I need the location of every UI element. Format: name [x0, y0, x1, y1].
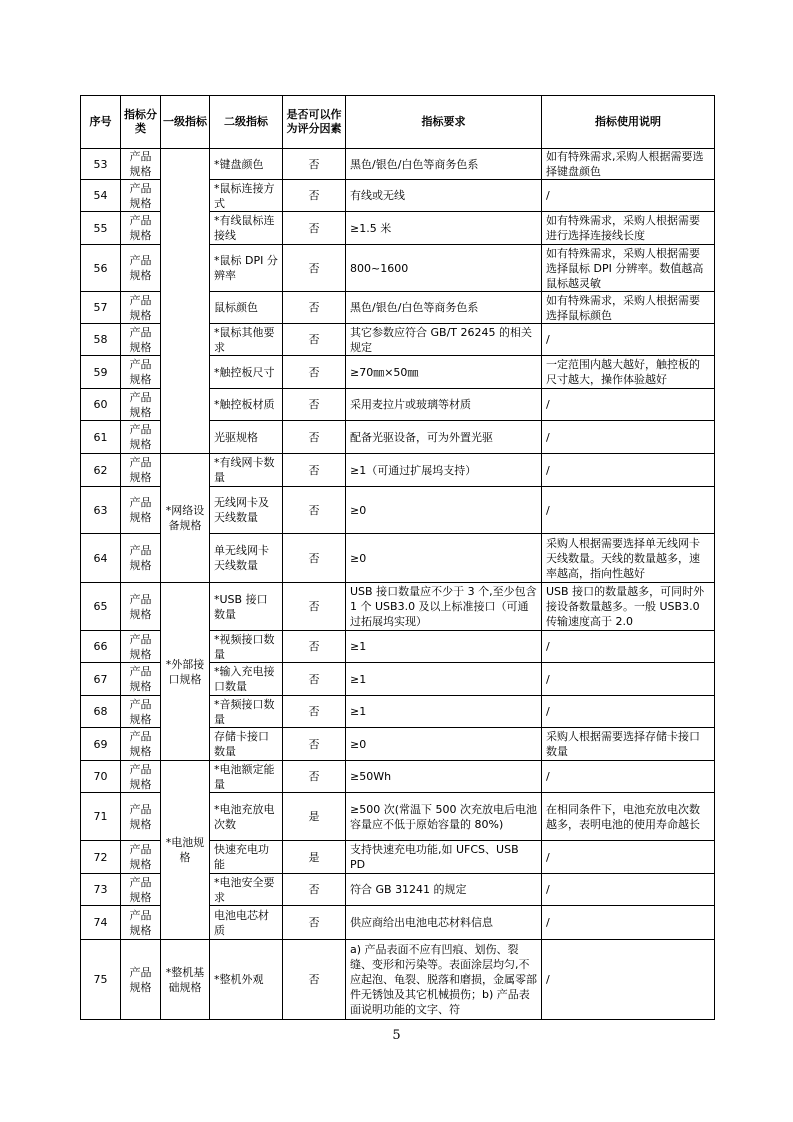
row-level2: *鼠标其他要求 — [210, 324, 283, 356]
row-requirement: 黑色/银色/白色等商务色系 — [346, 149, 542, 180]
row-number: 65 — [81, 583, 121, 631]
row-category: 产品规格 — [121, 841, 161, 874]
row-number: 64 — [81, 534, 121, 583]
header-level2: 二级指标 — [210, 96, 283, 149]
row-scoring: 否 — [283, 389, 346, 421]
row-level2: *USB 接口数量 — [210, 583, 283, 631]
row-level2: *键盘颜色 — [210, 149, 283, 180]
row-number: 69 — [81, 728, 121, 761]
row-number: 73 — [81, 874, 121, 906]
spec-table — [80, 95, 715, 1020]
row-scoring: 否 — [283, 874, 346, 906]
row-level2: 无线网卡及天线数量 — [210, 487, 283, 534]
row-level2: *电池安全要求 — [210, 874, 283, 906]
row-requirement: 配备光驱设备，可为外置光驱 — [346, 421, 542, 454]
row-requirement: ≥1 — [346, 663, 542, 696]
row-category: 产品规格 — [121, 534, 161, 583]
row-level2: *电池充放电次数 — [210, 793, 283, 841]
row-category: 产品规格 — [121, 454, 161, 487]
row-requirement: 采用麦拉片或玻璃等材质 — [346, 389, 542, 421]
header-usage-note: 指标使用说明 — [542, 96, 715, 149]
row-requirement: 支持快速充电功能,如 UFCS、USB PD — [346, 841, 542, 874]
level1-network: *网络设备规格 — [161, 454, 210, 583]
row-category: 产品规格 — [121, 212, 161, 245]
row-category: 产品规格 — [121, 292, 161, 324]
row-number: 72 — [81, 841, 121, 874]
row-level2: *整机外观 — [210, 940, 283, 1020]
row-note: 一定范围内越大越好，触控板的尺寸越大，操作体验越好 — [542, 356, 715, 389]
row-scoring: 否 — [283, 534, 346, 583]
row-level2: *触控板材质 — [210, 389, 283, 421]
row-number: 68 — [81, 696, 121, 728]
row-note: 如有特殊需求，采购人根据需要进行选择连接线长度 — [542, 212, 715, 245]
row-note: / — [542, 663, 715, 696]
row-level2: *有线网卡数量 — [210, 454, 283, 487]
row-note: / — [542, 421, 715, 454]
row-category: 产品规格 — [121, 793, 161, 841]
row-level2: *音频接口数量 — [210, 696, 283, 728]
row-note: USB 接口的数量越多，可同时外接设备数量越多。一般 USB3.0 传输速度高于 2.0 — [542, 583, 715, 631]
row-note: 如有特殊需求，采购人根据需要选择鼠标颜色 — [542, 292, 715, 324]
row-scoring: 否 — [283, 728, 346, 761]
level1-battery: *电池规格 — [161, 761, 210, 940]
row-note: / — [542, 180, 715, 212]
row-level2: 电池电芯材质 — [210, 906, 283, 940]
table-row — [81, 454, 715, 487]
header-category: 指标分类 — [121, 96, 161, 149]
row-number: 57 — [81, 292, 121, 324]
header-scoring: 是否可以作为评分因素 — [283, 96, 346, 149]
row-requirement: ≥500 次(常温下 500 次充放电后电池容量应不低于原始容量的 80%) — [346, 793, 542, 841]
row-category: 产品规格 — [121, 906, 161, 940]
row-scoring: 否 — [283, 212, 346, 245]
row-note: / — [542, 324, 715, 356]
row-number: 59 — [81, 356, 121, 389]
row-scoring: 否 — [283, 696, 346, 728]
row-level2: *视频接口数量 — [210, 631, 283, 663]
row-number: 75 — [81, 940, 121, 1020]
row-number: 55 — [81, 212, 121, 245]
row-category: 产品规格 — [121, 761, 161, 793]
row-requirement: 符合 GB 31241 的规定 — [346, 874, 542, 906]
row-level2: 快速充电功能 — [210, 841, 283, 874]
row-note: / — [542, 761, 715, 793]
row-category: 产品规格 — [121, 874, 161, 906]
row-number: 67 — [81, 663, 121, 696]
row-requirement: a) 产品表面不应有凹痕、划伤、裂缝、变形和污染等。表面涂层均匀,不应起泡、龟裂、脱落和磨损，金属零部件无锈蚀及其它机械损伤；b) 产品表面说明功能的文字、符 — [346, 940, 542, 1020]
row-requirement: ≥1 — [346, 696, 542, 728]
row-number: 71 — [81, 793, 121, 841]
row-number: 58 — [81, 324, 121, 356]
header-row — [81, 96, 715, 149]
header-no: 序号 — [81, 96, 121, 149]
row-note: / — [542, 389, 715, 421]
header-requirement: 指标要求 — [346, 96, 542, 149]
row-scoring: 否 — [283, 180, 346, 212]
row-scoring: 否 — [283, 324, 346, 356]
row-requirement: 其它参数应符合 GB/T 26245 的相关规定 — [346, 324, 542, 356]
row-scoring: 否 — [283, 583, 346, 631]
level1-base: *整机基础规格 — [161, 940, 210, 1020]
row-category: 产品规格 — [121, 728, 161, 761]
row-requirement: ≥0 — [346, 487, 542, 534]
row-scoring: 否 — [283, 149, 346, 180]
row-scoring: 否 — [283, 761, 346, 793]
row-number: 74 — [81, 906, 121, 940]
row-category: 产品规格 — [121, 245, 161, 292]
row-requirement: 800~1600 — [346, 245, 542, 292]
row-level2: *鼠标连接方式 — [210, 180, 283, 212]
row-note: / — [542, 841, 715, 874]
row-note: 采购人根据需要选择单无线网卡天线数量。天线的数量越多，速率越高，指向性越好 — [542, 534, 715, 583]
row-category: 产品规格 — [121, 583, 161, 631]
table-row — [81, 940, 715, 1020]
row-category: 产品规格 — [121, 663, 161, 696]
row-note: / — [542, 940, 715, 1020]
row-category: 产品规格 — [121, 149, 161, 180]
row-number: 66 — [81, 631, 121, 663]
row-scoring: 否 — [283, 356, 346, 389]
row-category: 产品规格 — [121, 631, 161, 663]
row-category: 产品规格 — [121, 180, 161, 212]
row-requirement: 供应商给出电池电芯材料信息 — [346, 906, 542, 940]
level1-blank — [161, 149, 210, 454]
row-requirement: ≥0 — [346, 534, 542, 583]
row-level2: *电池额定能量 — [210, 761, 283, 793]
row-scoring: 否 — [283, 487, 346, 534]
table-row — [81, 761, 715, 793]
row-category: 产品规格 — [121, 324, 161, 356]
row-scoring: 否 — [283, 631, 346, 663]
row-note: / — [542, 906, 715, 940]
row-note: / — [542, 874, 715, 906]
row-note: 如有特殊需求,采购人根据需要选择键盘颜色 — [542, 149, 715, 180]
row-note: 如有特殊需求，采购人根据需要选择鼠标 DPI 分辨率。数值越高鼠标越灵敏 — [542, 245, 715, 292]
row-level2: *鼠标 DPI 分辨率 — [210, 245, 283, 292]
row-level2: *触控板尺寸 — [210, 356, 283, 389]
row-level2: 鼠标颜色 — [210, 292, 283, 324]
row-category: 产品规格 — [121, 356, 161, 389]
row-requirement: ≥1 — [346, 631, 542, 663]
row-note: 在相同条件下，电池充放电次数越多，表明电池的使用寿命越长 — [542, 793, 715, 841]
row-number: 56 — [81, 245, 121, 292]
row-scoring: 否 — [283, 940, 346, 1020]
row-scoring: 否 — [283, 454, 346, 487]
row-number: 53 — [81, 149, 121, 180]
row-note: / — [542, 696, 715, 728]
row-note: / — [542, 631, 715, 663]
page-number: 5 — [392, 1028, 401, 1043]
row-scoring: 否 — [283, 906, 346, 940]
row-scoring: 是 — [283, 841, 346, 874]
row-note: / — [542, 487, 715, 534]
row-category: 产品规格 — [121, 696, 161, 728]
level1-interface: *外部接口规格 — [161, 583, 210, 761]
table-row — [81, 149, 715, 180]
row-number: 70 — [81, 761, 121, 793]
row-requirement: ≥1（可通过扩展坞支持） — [346, 454, 542, 487]
row-scoring: 否 — [283, 292, 346, 324]
row-level2: *有线鼠标连接线 — [210, 212, 283, 245]
row-number: 63 — [81, 487, 121, 534]
row-scoring: 是 — [283, 793, 346, 841]
row-number: 61 — [81, 421, 121, 454]
row-level2: 单无线网卡天线数量 — [210, 534, 283, 583]
row-requirement: USB 接口数量应不少于 3 个,至少包含 1 个 USB3.0 及以上标准接口（可通过拓展坞实现） — [346, 583, 542, 631]
row-scoring: 否 — [283, 663, 346, 696]
row-scoring: 否 — [283, 245, 346, 292]
row-requirement: ≥70㎜×50㎜ — [346, 356, 542, 389]
row-requirement: 有线或无线 — [346, 180, 542, 212]
row-category: 产品规格 — [121, 940, 161, 1020]
row-category: 产品规格 — [121, 421, 161, 454]
row-level2: 光驱规格 — [210, 421, 283, 454]
row-level2: *输入充电接口数量 — [210, 663, 283, 696]
row-level2: 存储卡接口数量 — [210, 728, 283, 761]
row-requirement: 黑色/银色/白色等商务色系 — [346, 292, 542, 324]
header-level1: 一级指标 — [161, 96, 210, 149]
row-number: 54 — [81, 180, 121, 212]
row-number: 62 — [81, 454, 121, 487]
row-note: / — [542, 454, 715, 487]
row-scoring: 否 — [283, 421, 346, 454]
row-requirement: ≥50Wh — [346, 761, 542, 793]
row-category: 产品规格 — [121, 389, 161, 421]
table-row — [81, 583, 715, 631]
row-number: 60 — [81, 389, 121, 421]
row-note: 采购人根据需要选择存储卡接口数量 — [542, 728, 715, 761]
row-requirement: ≥1.5 米 — [346, 212, 542, 245]
row-requirement: ≥0 — [346, 728, 542, 761]
row-category: 产品规格 — [121, 487, 161, 534]
